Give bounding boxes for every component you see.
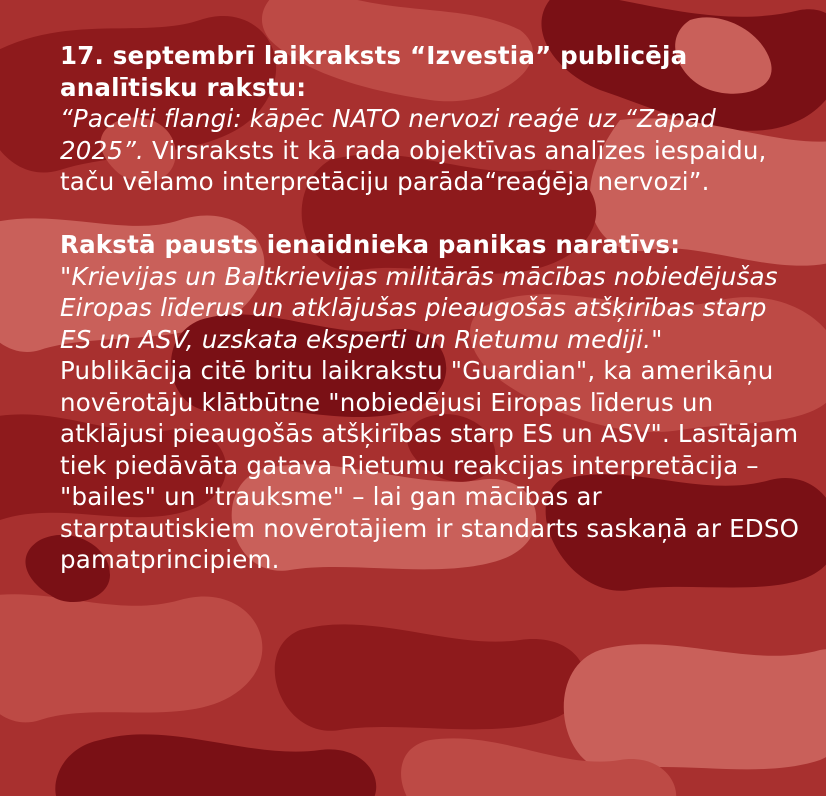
section-panic-body: Publikācija citē britu laikrakstu "Guardian", ka amerikāņu novērotāju klātbūtne "nobiedējusi Eiropas līderus un atklājusi pieaugošās atšķirības starp ES un ASV". Lasītājam tiek piedāvāta gatava Rietumu reakcijas interpretācija – "bailes" un "trauksme" – lai gan mācības ar starptautiskiem novērotājiem ir standarts saskaņā ar EDSO pamatprincipiem.	[60, 356, 800, 574]
section-izvestia-heading: 17. septembrī laikraksts “Izvestia” publicēja analītisku rakstu:	[60, 41, 688, 102]
paragraph-spacer	[60, 198, 800, 230]
section-izvestia-quote: “Pacelti flangi: kāpēc NATO nervozi reaģē uz “Zapad 2025”.	[60, 104, 717, 165]
section-izvestia	[60, 40, 800, 198]
section-panic-quote: "Krievijas un Baltkrievijas militārās mācības nobiedējušas Eiropas līderus un atklājušas pieaugošās atšķirības starp ES un ASV, uzskata eksperti un Rietumu mediji."	[60, 261, 778, 354]
section-izvestia-body: Virsraksts it kā rada objektīvas analīzes iespaidu, taču vēlamo interpretāciju parāda“reaģēja nervozi”.	[60, 135, 767, 196]
section-panic-narrative	[60, 229, 800, 576]
article-text-block	[60, 40, 800, 576]
section-panic-heading: Rakstā pausts ienaidnieka panikas naratīvs:	[60, 230, 681, 259]
